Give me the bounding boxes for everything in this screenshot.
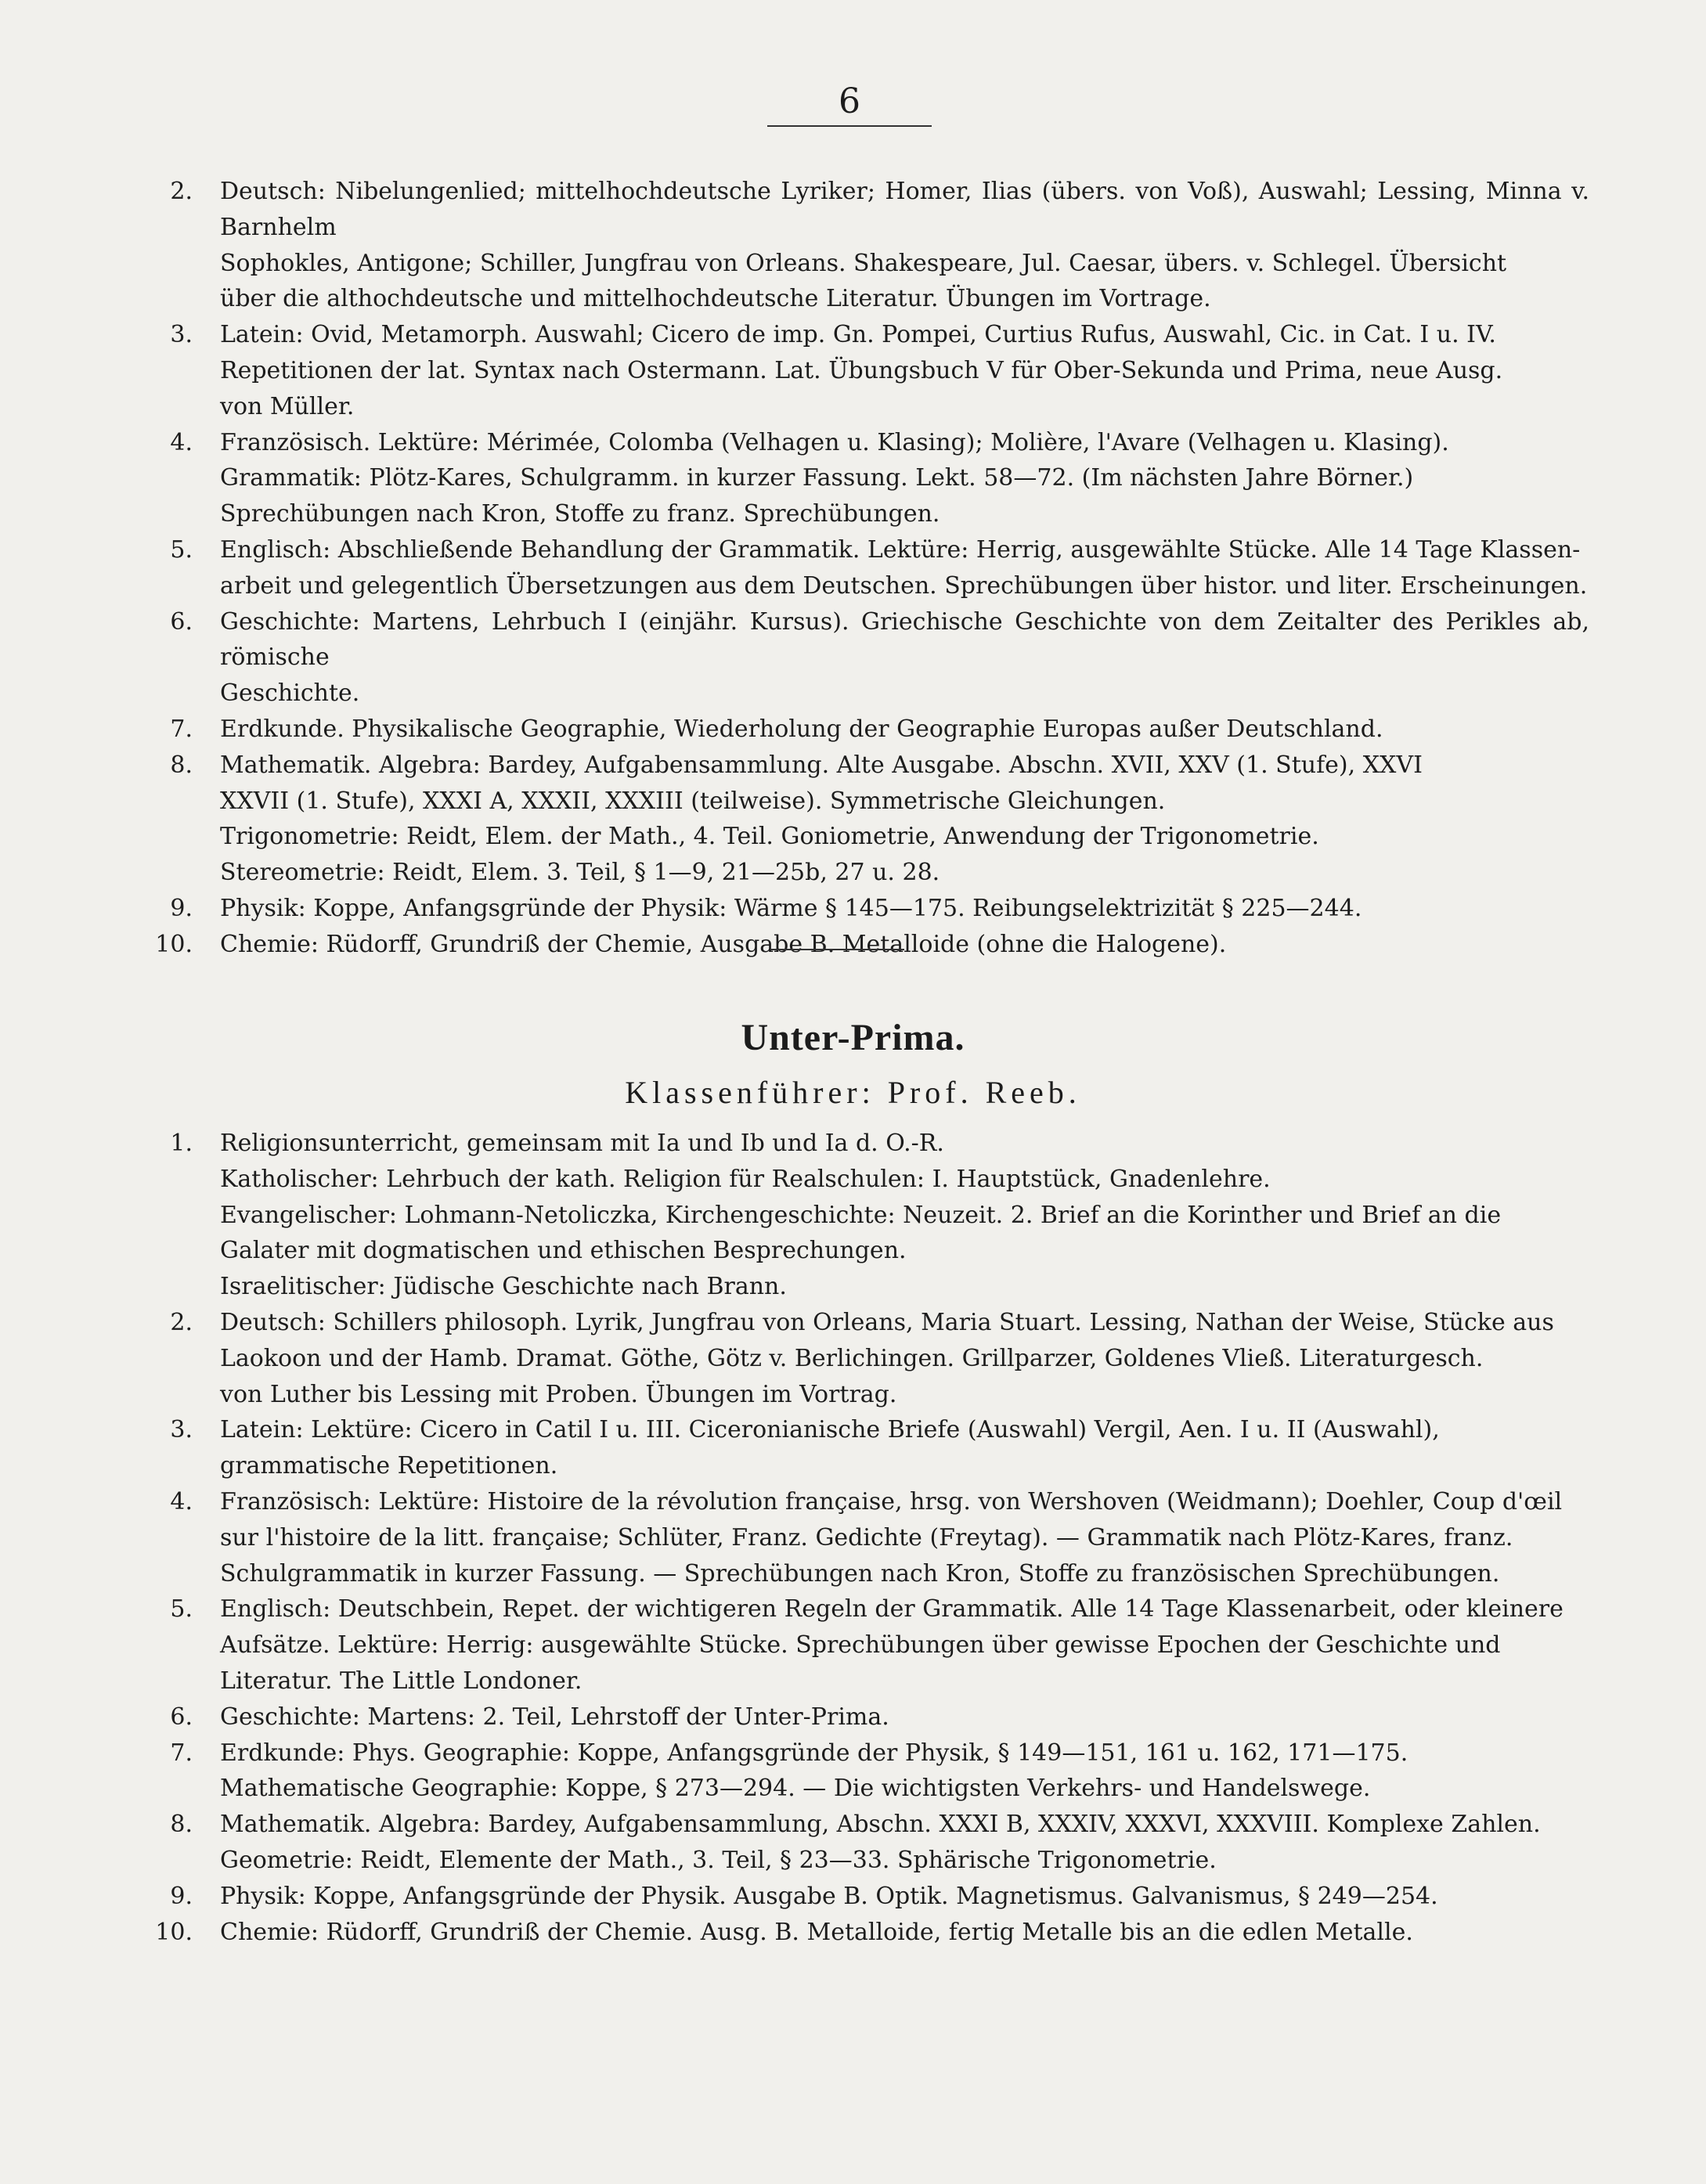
item-number: 10. xyxy=(155,930,193,958)
curriculum-item xyxy=(117,1305,1589,1412)
item-line: Geometrie: Reidt, Elemente der Math., 3. Teil, § 23—33. Sphärische Trigonometrie. xyxy=(220,1846,1217,1874)
item-number: 5. xyxy=(170,535,193,564)
item-line: Geschichte. xyxy=(220,679,360,708)
item-line: Französisch. Lektüre: Mérimée, Colomba (Velhagen u. Klasing); Molière, l'Avare (Velhagen u. Klasing). xyxy=(220,428,1449,456)
item-line: von Müller. xyxy=(220,392,355,420)
item-number: 3. xyxy=(170,321,193,349)
item-line: Galater mit dogmatischen und ethischen Besprechungen. xyxy=(220,1237,907,1265)
item-line: Laokoon und der Hamb. Dramat. Göthe, Götz v. Berlichingen. Grillparzer, Goldenes Vließ. Literaturgesch. xyxy=(220,1344,1484,1372)
item-number: 5. xyxy=(170,1595,193,1624)
unter-prima-curriculum xyxy=(117,1126,1589,1950)
item-line: Israelitischer: Jüdische Geschichte nach Brann. xyxy=(220,1273,787,1301)
item-line: von Luther bis Lessing mit Proben. Übungen im Vortrag. xyxy=(220,1380,897,1408)
item-line: XXVII (1. Stufe), XXXI A, XXXII, XXXIII (teilweise). Symmetrische Gleichungen. xyxy=(220,787,1166,815)
curriculum-item xyxy=(117,748,1589,891)
curriculum-item xyxy=(117,1735,1589,1807)
item-number: 6. xyxy=(170,1703,193,1731)
page-number: 6 xyxy=(839,81,860,121)
item-line: über die althochdeutsche und mittelhochdeutsche Literatur. Übungen im Vortrage. xyxy=(220,285,1211,313)
item-line: Physik: Koppe, Anfangsgründe der Physik: Wärme § 145—175. Reibungselektrizität § 225—244. xyxy=(220,894,1362,922)
curriculum-item xyxy=(117,1807,1589,1879)
item-line: arbeit und gelegentlich Übersetzungen aus dem Deutschen. Sprechübungen über histor. und liter. Erscheinungen. xyxy=(220,571,1588,600)
curriculum-item xyxy=(117,1412,1589,1484)
item-number: 10. xyxy=(155,1918,193,1946)
item-line: Grammatik: Plötz-Kares, Schulgramm. in kurzer Fassung. Lekt. 58—72. (Im nächsten Jahre Börner.) xyxy=(220,464,1414,492)
item-line: Geschichte: Martens: 2. Teil, Lehrstoff der Unter-Prima. xyxy=(220,1703,889,1731)
curriculum-item xyxy=(117,425,1589,532)
item-number: 4. xyxy=(170,428,193,456)
item-line: Erdkunde: Phys. Geographie: Koppe, Anfangsgründe der Physik, § 149—151, 161 u. 162, 171—175. xyxy=(220,1739,1408,1767)
section-title: Unter-Prima. xyxy=(741,1017,965,1058)
curriculum-item xyxy=(117,1591,1589,1699)
item-line: Mathematik. Algebra: Bardey, Aufgabensammlung. Alte Ausgabe. Abschn. XVII, XXV (1. Stufe), XXVI xyxy=(220,751,1423,779)
curriculum-item xyxy=(117,1126,1589,1305)
item-line: Deutsch: Nibelungenlied; mittelhochdeutsche Lyriker; Homer, Ilias (übers. von Voß), Auswahl; Lessing, Minna v. Barnhelm xyxy=(220,178,1589,241)
item-line: Deutsch: Schillers philosoph. Lyrik, Jungfrau von Orleans, Maria Stuart. Lessing, Nathan der Weise, Stücke aus xyxy=(220,1308,1554,1336)
item-line: sur l'histoire de la litt. française; Schlüter, Franz. Gedichte (Freytag). — Grammatik nach Plötz-Kares, franz. xyxy=(220,1523,1513,1552)
curriculum-item xyxy=(117,712,1589,748)
curriculum-item xyxy=(117,1699,1589,1735)
item-line: Chemie: Rüdorff, Grundriß der Chemie. Ausg. B. Metalloide, fertig Metalle bis an die edlen Metalle. xyxy=(220,1918,1413,1946)
item-line: Schulgrammatik in kurzer Fassung. — Sprechübungen nach Kron, Stoffe zu französischen Sprechübungen. xyxy=(220,1559,1500,1588)
item-line: Aufsätze. Lektüre: Herrig: ausgewählte Stücke. Sprechübungen über gewisse Epochen der Geschichte und xyxy=(220,1631,1501,1660)
item-line: Geschichte: Martens, Lehrbuch I (einjähr. Kursus). Griechische Geschichte von dem Zeitalter des Perikles ab, römische xyxy=(220,607,1589,672)
item-line: Mathematik. Algebra: Bardey, Aufgabensammlung, Abschn. XXXI B, XXXIV, XXXVI, XXXVIII. Komplexe Zahlen. xyxy=(220,1811,1541,1839)
item-line: Erdkunde. Physikalische Geographie, Wiederholung der Geographie Europas außer Deutschland. xyxy=(220,715,1383,743)
top-rule xyxy=(767,125,932,127)
item-number: 6. xyxy=(170,607,193,636)
item-number: 2. xyxy=(170,1308,193,1336)
item-number: 8. xyxy=(170,1811,193,1839)
item-line: Latein: Ovid, Metamorph. Auswahl; Cicero de imp. Gn. Pompei, Curtius Rufus, Auswahl, Cic. in Cat. I u. IV. xyxy=(220,321,1496,349)
item-line: Literatur. The Little Londoner. xyxy=(220,1667,582,1695)
item-line: Chemie: Rüdorff, Grundriß der Chemie, Ausgabe B. Metalloide (ohne die Halogene). xyxy=(220,930,1227,958)
curriculum-item xyxy=(117,927,1589,963)
curriculum-item xyxy=(117,891,1589,927)
item-number: 7. xyxy=(170,715,193,743)
item-line: Stereometrie: Reidt, Elem. 3. Teil, § 1—9, 21—25b, 27 u. 28. xyxy=(220,859,940,887)
item-line: Latein: Lektüre: Cicero in Catil I u. III. Ciceronianische Briefe (Auswahl) Vergil, Aen. I u. II (Auswahl), xyxy=(220,1416,1440,1444)
item-line: Englisch: Deutschbein, Repet. der wichtigeren Regeln der Grammatik. Alle 14 Tage Klassenarbeit, oder kleinere xyxy=(220,1595,1564,1624)
item-line: Englisch: Abschließende Behandlung der Grammatik. Lektüre: Herrig, ausgewählte Stücke. Alle 14 Tage Klassen- xyxy=(220,535,1581,564)
curriculum-item xyxy=(117,1915,1589,1951)
ober-sekunda-curriculum xyxy=(117,174,1589,963)
item-line: Mathematische Geographie: Koppe, § 273—294. — Die wichtigsten Verkehrs- und Handelswege. xyxy=(220,1775,1371,1803)
item-number: 9. xyxy=(170,894,193,922)
item-number: 1. xyxy=(170,1130,193,1157)
curriculum-item xyxy=(117,1879,1589,1915)
item-number: 8. xyxy=(170,751,193,779)
item-number: 3. xyxy=(170,1416,193,1444)
curriculum-item xyxy=(117,1484,1589,1591)
item-line: Französisch: Lektüre: Histoire de la révolution française, hrsg. von Wershoven (Weidmann); Doehler, Coup d'œil xyxy=(220,1487,1563,1515)
curriculum-item xyxy=(117,174,1589,317)
curriculum-item xyxy=(117,317,1589,424)
item-line: Trigonometrie: Reidt, Elem. der Math., 4. Teil. Goniometrie, Anwendung der Trigonometrie. xyxy=(220,823,1319,851)
item-line: Sophokles, Antigone; Schiller, Jungfrau von Orleans. Shakespeare, Jul. Caesar, übers. v. Schlegel. Übersicht xyxy=(220,249,1507,277)
section-divider xyxy=(771,949,904,950)
item-number: 4. xyxy=(170,1487,193,1515)
item-line: Katholischer: Lehrbuch der kath. Religion für Realschulen: I. Hauptstück, Gnadenlehre. xyxy=(220,1165,1271,1193)
curriculum-item xyxy=(117,532,1589,604)
item-number: 7. xyxy=(170,1739,193,1767)
class-leader: Klassenführer: Prof. Reeb. xyxy=(625,1075,1081,1110)
item-line: Physik: Koppe, Anfangsgründe der Physik. Ausgabe B. Optik. Magnetismus. Galvanismus, § 249—254. xyxy=(220,1882,1438,1910)
item-number: 2. xyxy=(170,178,193,205)
item-line: Religionsunterricht, gemeinsam mit Ia und Ib und Ia d. O.-R. xyxy=(220,1130,944,1157)
item-line: Repetitionen der lat. Syntax nach Ostermann. Lat. Übungsbuch V für Ober-Sekunda und Prima, neue Ausg. xyxy=(220,356,1503,384)
item-line: Evangelischer: Lohmann-Netoliczka, Kirchengeschichte: Neuzeit. 2. Brief an die Korinther und Brief an die xyxy=(220,1201,1502,1229)
item-number: 9. xyxy=(170,1882,193,1910)
curriculum-item xyxy=(117,604,1589,712)
item-line: grammatische Repetitionen. xyxy=(220,1452,558,1480)
item-line: Sprechübungen nach Kron, Stoffe zu franz. Sprechübungen. xyxy=(220,500,940,528)
